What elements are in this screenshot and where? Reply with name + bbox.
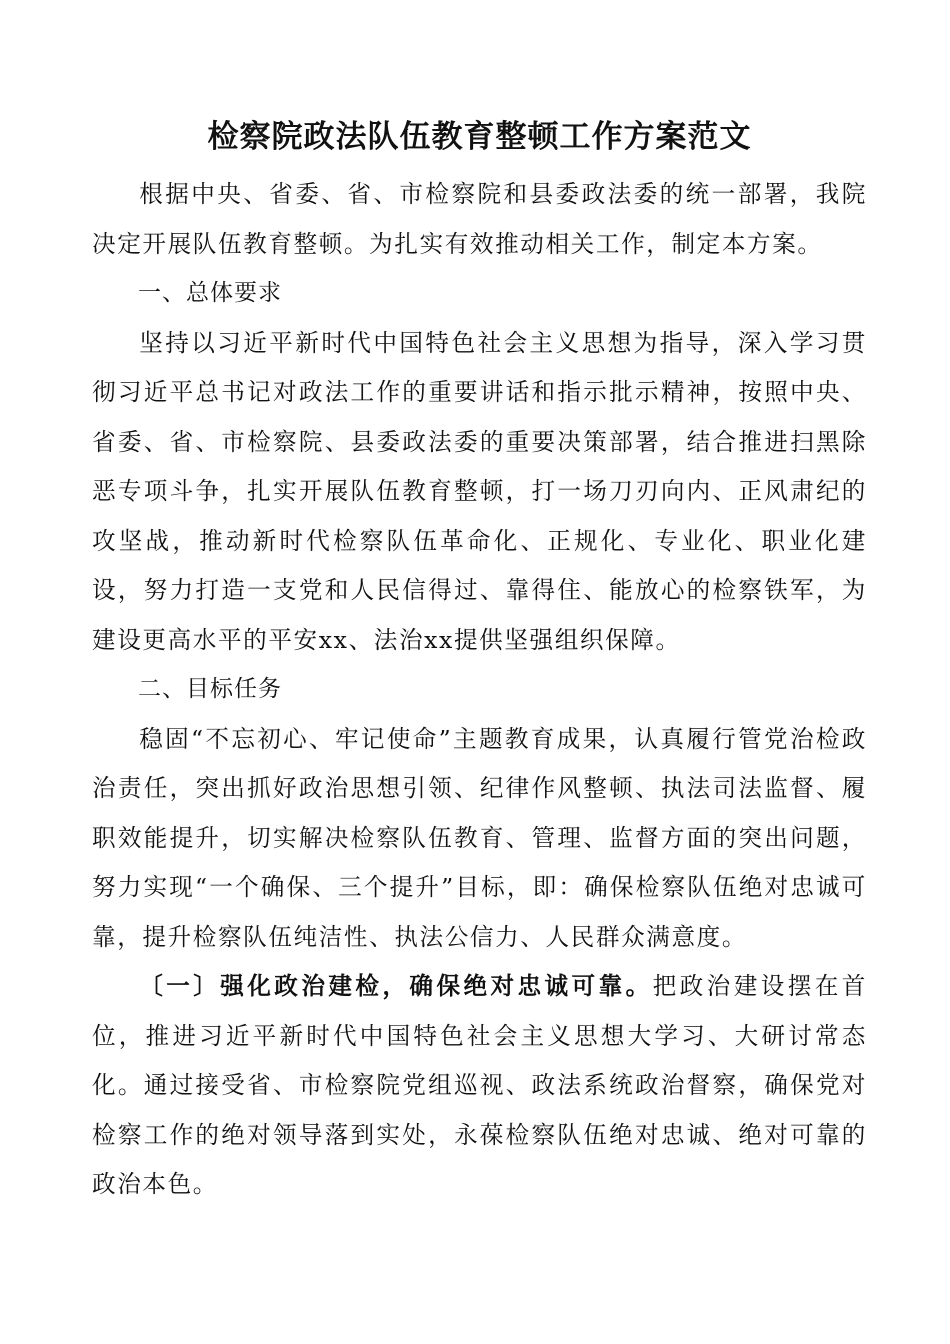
document-title: 检察院政法队伍教育整顿工作方案范文 <box>207 119 752 155</box>
document-page <box>92 108 867 1210</box>
general-requirements-paragraph: 坚持以习近平新时代中国特色社会主义思想为指导，深入学习贯彻习近平总书记对政法工作的重要讲话和指示批示精神，按照中央、省委、省、市检察院、县委政法委的重要决策部署，结合推进扫黑除恶专项斗争，扎实开展队伍教育整顿，打一场刀刃向内、正风肃纪的攻坚战，推动新时代检察队伍革命化、正规化、专业化、职业化建设，努力打造一支党和人民信得过、靠得住、能放心的检察铁军，为建设更高水平的平安xx、法治xx提供坚强组织保障。 <box>92 328 867 654</box>
goals-tasks-paragraph: 稳固“不忘初心、牢记使命”主题教育成果，认真履行管党治检政治责任，突出抓好政治思想引领、纪律作风整顿、执法司法监督、履职效能提升，切实解决检察队伍教育、管理、监督方面的突出问题，努力实现“一个确保、三个提升”目标，即：确保检察队伍绝对忠诚可靠，提升检察队伍纯洁性、执法公信力、人民群众满意度。 <box>92 724 867 951</box>
intro-paragraph: 根据中央、省委、省、市检察院和县委政法委的统一部署，我院决定开展队伍教育整顿。为扎实有效推动相关工作，制定本方案。 <box>92 180 867 258</box>
item-one-body: 把政治建设摆在首位，推进习近平新时代中国特色社会主义思想大学习、大研讨常态化。通过接受省、市检察院党组巡视、政法系统政治督察，确保党对检察工作的绝对领导落到实处，永葆检察队伍绝对忠诚、绝对可靠的政治本色。 <box>92 972 867 1198</box>
item-one-lead: 〔一〕强化政治建检，确保绝对忠诚可靠。 <box>139 972 653 1000</box>
section-heading-general-requirements: 一、总体要求 <box>138 280 282 306</box>
item-one-paragraph <box>92 962 867 1210</box>
section-heading-goals-tasks: 二、目标任务 <box>138 676 282 702</box>
